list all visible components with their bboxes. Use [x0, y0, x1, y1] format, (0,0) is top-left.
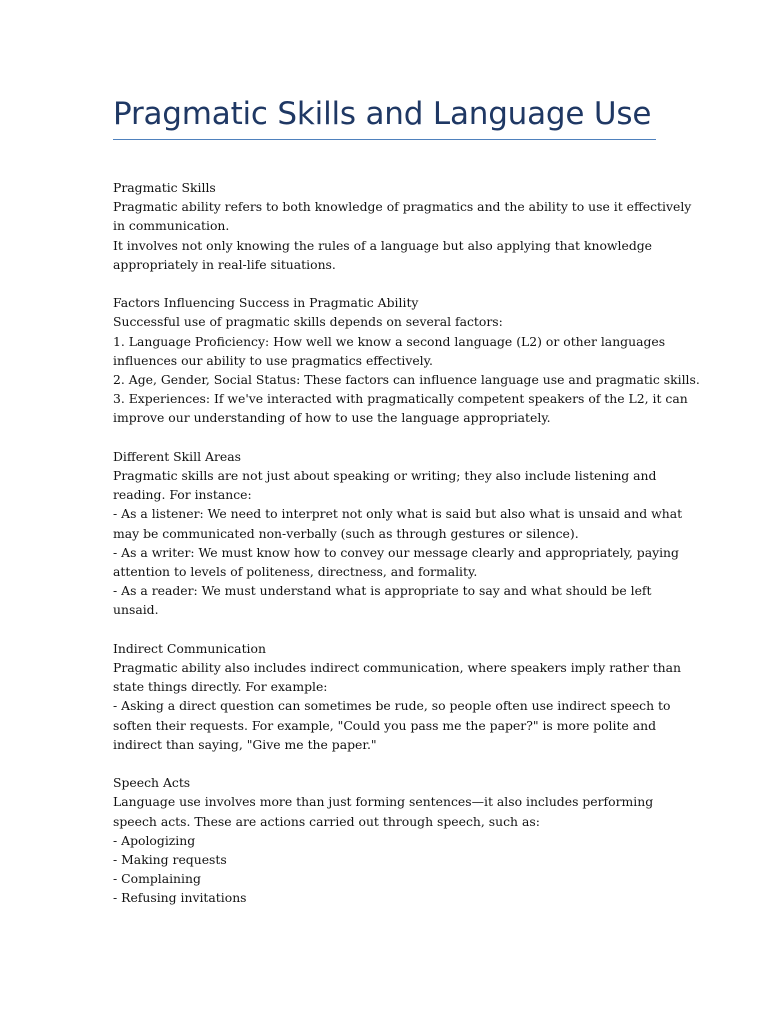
paragraph-line: - Complaining: [113, 871, 201, 887]
document-section: [113, 178, 692, 274]
section-heading: Speech Acts: [113, 775, 191, 791]
paragraph-line: - Apologizing: [113, 832, 196, 848]
paragraph-line: 2. Age, Gender, Social Status: These factors can influence language use and pragmatic skills.: [113, 372, 700, 388]
paragraph-line: Pragmatic ability refers to both knowledge of pragmatics and the ability to use it effectively: [113, 199, 692, 215]
document-page: [113, 0, 700, 927]
paragraph-line: - As a listener: We need to interpret not only what is said but also what is unsaid and what: [113, 506, 683, 522]
paragraph-line: state things directly. For example:: [113, 679, 328, 695]
paragraph-line: It involves not only knowing the rules of a language but also applying that knowledge: [113, 237, 653, 253]
paragraph-line: reading. For instance:: [113, 487, 252, 503]
paragraph-line: - Making requests: [113, 852, 227, 868]
paragraph-line: soften their requests. For example, "Could you pass me the paper?" is more polite and: [113, 717, 657, 733]
section-heading: Factors Influencing Success in Pragmatic Ability: [113, 295, 419, 311]
paragraph-line: improve our understanding of how to use the language appropriately.: [113, 410, 551, 426]
paragraph-line: unsaid.: [113, 602, 159, 618]
page-title: Pragmatic Skills and Language Use: [113, 96, 652, 132]
paragraph-line: - As a writer: We must know how to convey our message clearly and appropriately, paying: [113, 544, 679, 560]
paragraph-line: indirect than saying, "Give me the paper.": [113, 736, 377, 752]
paragraph-line: Language use involves more than just forming sentences—it also includes performing: [113, 794, 654, 810]
paragraph-line: 3. Experiences: If we've interacted with pragmatically competent speakers of the L2, it can: [113, 391, 688, 407]
section-heading: Different Skill Areas: [113, 448, 241, 464]
title-divider: [113, 139, 656, 140]
paragraph-line: speech acts. These are actions carried out through speech, such as:: [113, 813, 540, 829]
paragraph-line: in communication.: [113, 218, 230, 234]
document-section: [113, 639, 682, 754]
paragraph-line: - Refusing invitations: [113, 890, 247, 906]
paragraph-line: influences our ability to use pragmatics effectively.: [113, 352, 433, 368]
paragraph-line: attention to levels of politeness, directness, and formality.: [113, 564, 478, 580]
document-section: [113, 293, 700, 427]
section-heading: Indirect Communication: [113, 640, 266, 656]
document-body: [113, 178, 700, 908]
paragraph-line: - Asking a direct question can sometimes be rude, so people often use indirect speech to: [113, 698, 671, 714]
paragraph-line: appropriately in real-life situations.: [113, 256, 336, 272]
document-section: [113, 447, 683, 620]
section-heading: Pragmatic Skills: [113, 180, 216, 195]
paragraph-line: 1. Language Proficiency: How well we know a second language (L2) or other languages: [113, 333, 666, 349]
paragraph-line: may be communicated non-verbally (such as through gestures or silence).: [113, 525, 579, 541]
paragraph-line: Pragmatic skills are not just about speaking or writing; they also include listening and: [113, 468, 657, 484]
paragraph-line: Pragmatic ability also includes indirect communication, where speakers imply rather than: [113, 660, 682, 676]
paragraph-line: Successful use of pragmatic skills depends on several factors:: [113, 314, 503, 330]
document-section: [113, 773, 656, 907]
paragraph-line: - As a reader: We must understand what is appropriate to say and what should be left: [113, 583, 652, 599]
